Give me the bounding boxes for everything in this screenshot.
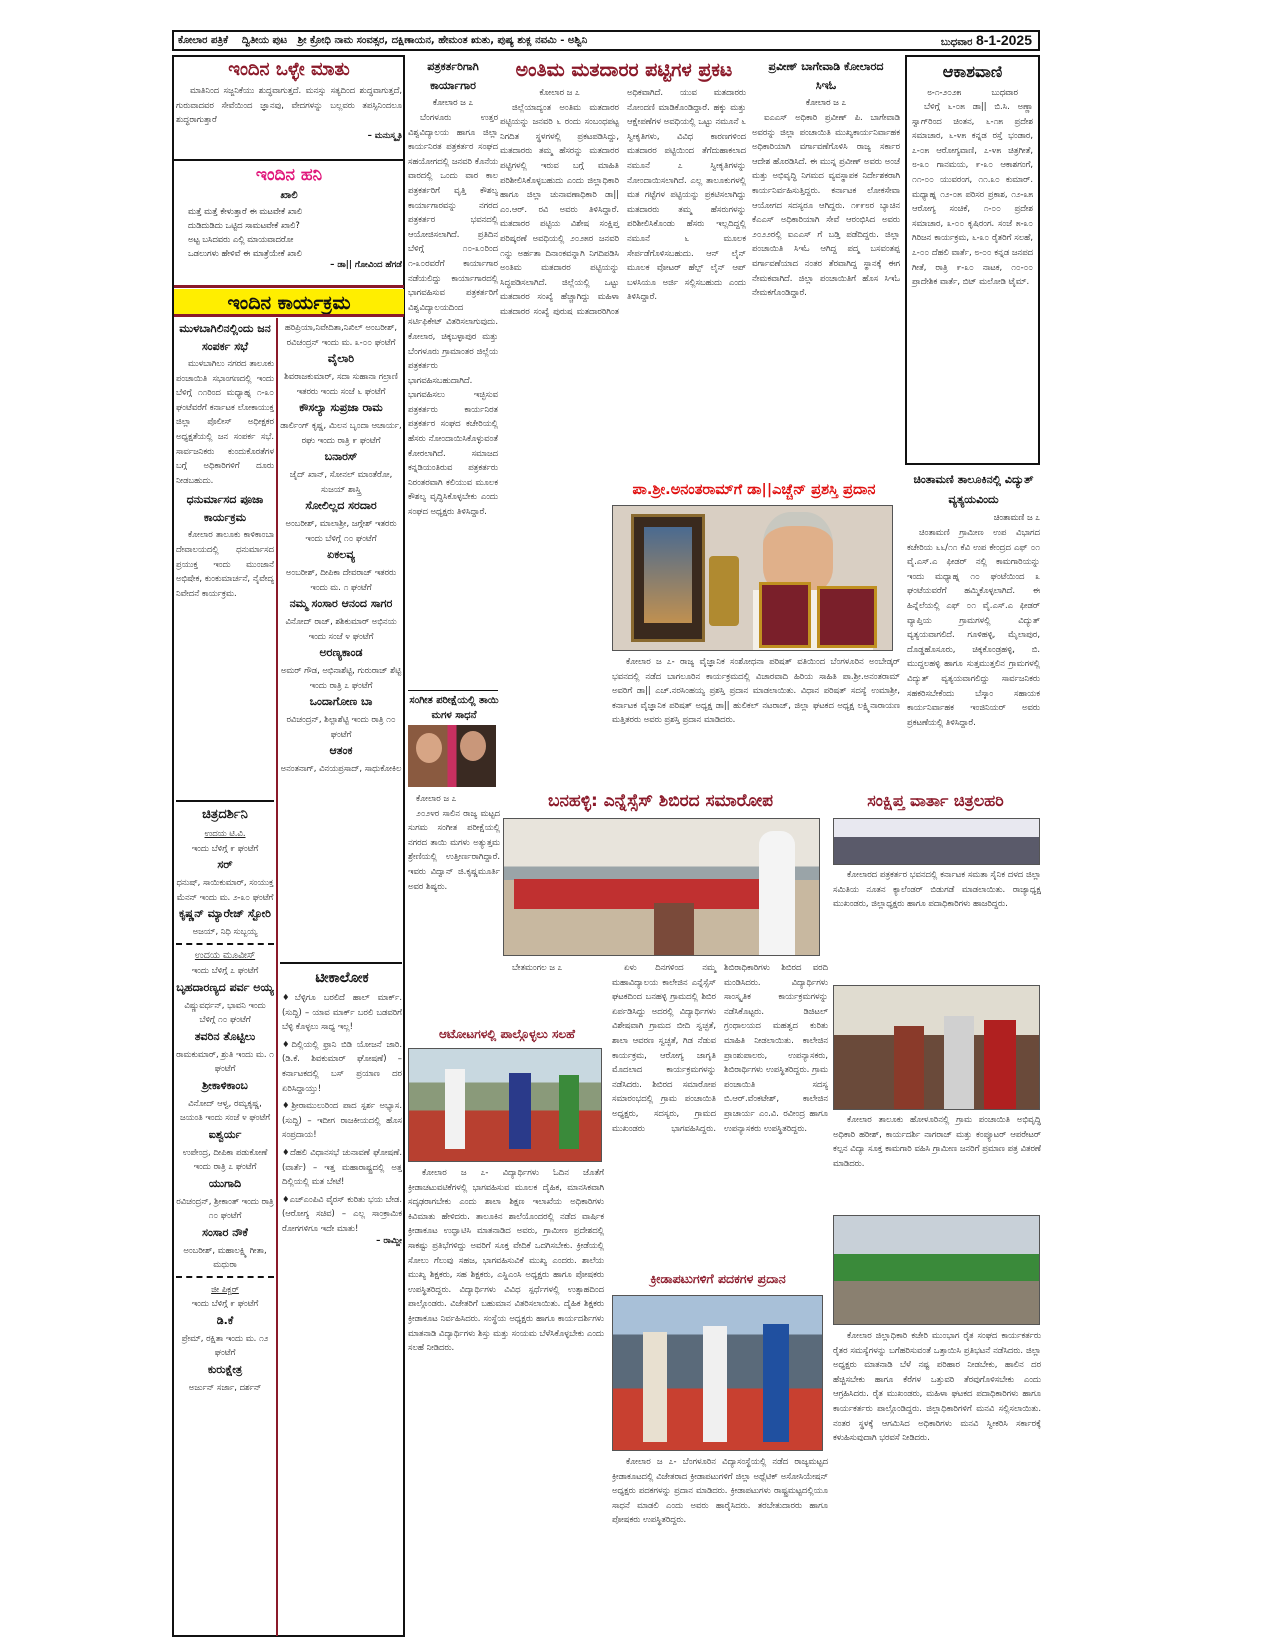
channel-udaya-tv: ಉದಯ ಟಿ.ವಿ.	[204, 828, 246, 838]
show-cast: ವಿನೋದ್ ಆಳ್ವ, ರಮ್ಯಕೃಷ್ಣ, ಜಯಂತಿ ಇಂದು ಸಂಜೆ ೪ ಘಂಟೆಗೆ	[179, 1097, 271, 1122]
show-cast: ಅಂಬರೀಶ್, ಮಹಾಲಕ್ಷ್ಮಿ ಗೀತಾ, ಮಧುರಾ	[183, 1244, 267, 1269]
page-label: ದ್ವಿತೀಯ ಪುಟ	[241, 35, 288, 46]
panchanga: ಶ್ರೀ ಕ್ರೋಧಿ ನಾಮ ಸಂವತ್ಸರ, ದಕ್ಷಿಣಾಯನ, ಹೇಮಂತ ಋತು, ಪುಷ್ಯ ಶುಕ್ಲ ನವಮಿ - ಅಶ್ವಿನಿ	[297, 35, 588, 46]
program-item-title: ಸೋಲಿಲ್ಲದ ಸರದಾರ	[305, 499, 377, 512]
program-item-text: ಜೈದ್ ಖಾನ್, ಸೋನಲ್ ಮಾಂತೆರೋ, ಸುಜಯ್ ಶಾಸ್ತ್ರಿ	[289, 469, 393, 494]
voters-title: ಅಂತಿಮ ಮತದಾರರ ಪಟ್ಟಿಗಳ ಪ್ರಕಟ	[515, 59, 733, 81]
nss-dateline-block	[500, 960, 606, 1018]
brief-title: ಸಂಕ್ಷಿಪ್ತ ವಾರ್ತಾ ಚಿತ್ರಲಹರಿ	[867, 791, 1004, 810]
tv-title: ಚಿತ್ರದರ್ಶಿನಿ	[202, 807, 248, 822]
chintamani-title: ಚಿಂತಾಮಣಿ ತಾಲೂಕಿನಲ್ಲಿ ವಿದ್ಯುತ್ ವ್ಯತ್ಯಯವಿಂದು	[913, 473, 1034, 506]
music-title: ಸಂಗೀತ ಪರೀಕ್ಷೆಯಲ್ಲಿ ತಾಯಿ ಮಗಳ ಸಾಧನೆ	[409, 695, 499, 721]
sports-photo	[408, 1048, 602, 1162]
program-item-title: ಆತಂಕ	[329, 744, 353, 757]
article-body: ಐಎಎಸ್ ಅಧಿಕಾರಿ ಪ್ರವೀಣ್ ಪಿ. ಬಾಗೇವಾಡಿ ಅವರನ್ನು ಜಿಲ್ಲಾ ಪಂಚಾಯಿತಿ ಮುಖ್ಯಕಾರ್ಯನಿರ್ವಾಹಕ ಅಧಿಕಾರಿಯಾಗಿ ವರ್ಗಾವಣೆಗೊಳಿಸಿ ರಾಜ್ಯ ಸರ್ಕಾರ ಆದೇಶ ಹೊರಡಿಸಿದೆ. ಈ ಮುನ್ನ ಪ್ರವೀಣ್ ಅವರು ಅಂಚೆ ಮತ್ತು ಅಭಿವೃದ್ಧಿ ನಿಗಮದ ವ್ಯವಸ್ಥಾಪಕ ನಿರ್ದೇಶಕರಾಗಿ ಕಾರ್ಯನಿರ್ವಹಿಸುತ್ತಿದ್ದರು. ಕರ್ನಾಟಕ ಲೋಕಸೇವಾ ಆಯೋಗದ ಸದಸ್ಯರೂ ಆಗಿದ್ದರು. ೧೯೯೮ರ ಬ್ಯಾಚಿನ ಕೆಎಎಸ್ ಅಧಿಕಾರಿಯಾಗಿ ಸೇವೆ ಆರಂಭಿಸಿದ ಅವರು ೨೦೨೨ರಲ್ಲಿ ಐಎಎಸ್ ಗೆ ಬಡ್ತಿ ಪಡೆದಿದ್ದರು. ಜಿಲ್ಲಾ ಪಂಚಾಯಿತಿ ಸಿಇಓ ಆಗಿದ್ದ ಪದ್ಮ ಬಸವಂತಪ್ಪ ವರ್ಗಾವಣೆಯಾದ ನಂತರ ತೆರವಾಗಿದ್ದ ಸ್ಥಾನಕ್ಕೆ ಈಗ ನೇಮಕವಾಗಿದೆ. ಜಿಲ್ಲಾ ಪಂಚಾಯಿತಿಗೆ ಹೊಸ ಸಿಇಓ ನೇಮಕಗೊಂಡಿದ್ದಾರೆ.	[752, 112, 900, 298]
tikalok-item: ♦ದೆಹಲಿ ವಿಧಾನಸಭೆ ಚುನಾವಣೆ ಘೋಷಣೆ. (ವಾರ್ತೆ) – ಇತ್ತ ಮಹಾರಾಷ್ಟ್ರದಲ್ಲಿ ಅತ್ತ ದಿಲ್ಲಿಯಲ್ಲಿ ಮತ ಬೇಟೆ!	[282, 1146, 402, 1187]
program-item-text: ಮುಳಬಾಗಿಲು ನಗರದ ತಾಲೂಕು ಪಂಚಾಯಿತಿ ಸಭಾಂಗಣದಲ್ಲಿ ಇಂದು ಬೆಳಿಗ್ಗೆ ೧೧ರಿಂದ ಮಧ್ಯಾಹ್ನ ೧-೩೦ ಘಂಟೆವರೆಗೆ ಕರ್ನಾಟಕ ಲೋಕಾಯುಕ್ತ ಜಿಲ್ಲಾ ಪೊಲೀಸ್ ಅಧೀಕ್ಷಕರ ಅಧ್ಯಕ್ಷತೆಯಲ್ಲಿ ಜನ ಸಂಪರ್ಕ ಸಭೆ. ಸಾರ್ವಜನಿಕರು ಕುಂದುಕೊರತೆಗಳ ಬಗ್ಗೆ ಅಧಿಕಾರಿಗಳಿಗೆ ದೂರು ನೀಡಬಹುದು.	[176, 358, 274, 485]
program-item-text: ಡಾರ್ಲಿಂಗ್ ಕೃಷ್ಣ, ಮಿಲನ ಬೃಂದಾ ಆಚಾರ್ಯ, ರಘು ಇಂದು ರಾತ್ರಿ ೯ ಘಂಟೆಗೆ	[280, 420, 402, 445]
award-body: ಕೋಲಾರ ಜ ೭- ರಾಜ್ಯ ವೈಜ್ಞಾನಿಕ ಸಂಶೋಧನಾ ಪರಿಷತ್ ವತಿಯಿಂದ ಬೆಂಗಳೂರಿನ ಅಂಬೇಡ್ಕರ್ ಭವನದಲ್ಲಿ ನಡೆದ ಬಾಗಲೂರಿನ ಕಾರ್ಯಕ್ರಮದಲ್ಲಿ ವಿಚಾರವಾದಿ ಹಿರಿಯ ಸಾಹಿತಿ ಪಾ.ಶ್ರೀ.ಅನಂತರಾಮ್ ಅವರಿಗೆ ಡಾ|| ಎಚ್.ನರಸಿಂಹಯ್ಯ ಪ್ರಶಸ್ತಿ ಪ್ರದಾನ ಮಾಡಲಾಯಿತು. ವಿಧಾನ ಪರಿಷತ್ ಸದಸ್ಯೆ ಉಮಾಶ್ರೀ, ಕರ್ನಾಟಕ ವೈಜ್ಞಾನಿಕ ಪರಿಷತ್ ಅಧ್ಯಕ್ಷ ಡಾ|| ಹುಲಿಕಲ್ ನಟರಾಜ್, ಜಿಲ್ಲಾ ಘಟಕದ ಅಧ್ಯಕ್ಷ ಲಕ್ಷ್ಮಿನಾರಾಯಣ ಮತ್ತಿತರರು ಅವರು ಪ್ರಶಸ್ತಿ ಪ್ರದಾನ ಮಾಡಿದರು.	[612, 656, 900, 725]
program-item-text: ಶಿವರಾಜಕುಮಾರ್, ಸದಾ ಸುಹಾನಾ ಗಲ್ರಾಣಿ ಇತರರು ಇಂದು ಸಂಜೆ ೬ ಘಂಟೆಗೆ	[284, 371, 398, 396]
show-title: ಐಶ್ವರ್ಯ	[208, 1127, 242, 1141]
medals-title: ಕ್ರೀಡಾಪಟುಗಳಿಗೆ ಪದಕಗಳ ಪ್ರದಾನ	[650, 1271, 786, 1286]
voters-body	[500, 85, 746, 470]
tikalok-item: ♦ಶ್ರೀರಾಮುಲುರಿಂದ ಪಾದ ಸ್ಪರ್ಶ ಅಭ್ಯಾಸ. (ಸುದ್ದಿ) – ಇದೀಗ ರಾಜಕೀಯದಲ್ಲಿ ಹೊಸ ಸಂಪ್ರದಾಯ!	[282, 1100, 402, 1140]
article-body: ೨೦೨೪ರ ಸಾಲಿನ ರಾಜ್ಯ ಮಟ್ಟದ ಸುಗಮ ಸಂಗೀತ ಪರೀಕ್ಷೆಯಲ್ಲಿ ನಗರದ ತಾಯಿ ಮಗಳು ಅತ್ಯುತ್ತಮ ಶ್ರೇಣಿಯಲ್ಲಿ ಉತ್ತೀರ್ಣರಾಗಿದ್ದಾರೆ. ಇವರು ವಿದ್ವಾನ್ ಜಿ.ಕೃಷ್ಣಮೂರ್ತಿ ಅವರ ಶಿಷ್ಯರು.	[408, 807, 500, 891]
article-body: ಬೆಂಗಳೂರು ಉತ್ತರ ವಿಶ್ವವಿದ್ಯಾಲಯ ಹಾಗೂ ಜಿಲ್ಲಾ ಕಾರ್ಯನಿರತ ಪತ್ರಕರ್ತರ ಸಂಘದ ಸಹಯೋಗದಲ್ಲಿ ಜನವರಿ ಕೊನೆಯ ವಾರದಲ್ಲಿ ಒಂದು ವಾರ ಕಾಲ ಪತ್ರಕರ್ತರಿಗೆ ವೃತ್ತಿ ಕೌಶಲ್ಯ ಕಾರ್ಯಾಗಾರವನ್ನು ನಗರದ ಪತ್ರಕರ್ತರ ಭವನದಲ್ಲಿ ಆಯೋಜಿಸಲಾಗಿದೆ. ಪ್ರತಿದಿನ ಬೆಳಿಗ್ಗೆ ೧೦-೩೦ರಿಂದ ೧-೩೦ರವರೆಗೆ ಕಾರ್ಯಾಗಾರ ನಡೆಯಲಿದ್ದು ಕಾರ್ಯಾಗಾರದಲ್ಲಿ ಭಾಗವಹಿಸುವ ಪತ್ರಕರ್ತರಿಗೆ ವಿಶ್ವವಿದ್ಯಾಲಯದಿಂದ ಸರ್ಟಿಫಿಕೇಟ್ ವಿತರಿಸಲಾಗುವುದು. ಕೋಲಾರ, ಚಿಕ್ಕಬಳ್ಳಾಪುರ ಮತ್ತು ಬೆಂಗಳೂರು ಗ್ರಾಮಾಂತರ ಜಿಲ್ಲೆಯ ಪತ್ರಕರ್ತರು ಭಾಗವಹಿಸಬಹುದಾಗಿದೆ. ಭಾಗವಹಿಸಲು ಇಚ್ಛಿಸುವ ಪತ್ರಕರ್ತರು ಕಾರ್ಯನಿರತ ಪತ್ರಕರ್ತರ ಸಂಘದ ಕಚೇರಿಯಲ್ಲಿ ಹೆಸರು ನೋಂದಾಯಿಸಿಕೊಳ್ಳುವಂತೆ ಕೋರಲಾಗಿದೆ. ಸಮಾಜದ ಕನ್ನಡಿಯಂತಿರುವ ಪತ್ರಕರ್ತರು ನಿರಂತರವಾಗಿ ಕಲಿಯುವ ಮೂಲಕ ಕೌಶಲ್ಯ ವೃದ್ಧಿಸಿಕೊಳ್ಳಬೇಕು ಎಂದು ಸಂಘದ ಅಧ್ಯಕ್ಷರು ತಿಳಿಸಿದ್ದಾರೆ.	[408, 112, 498, 517]
sports-advice-body: ಕೋಲಾರ ಜ ೭- ವಿದ್ಯಾರ್ಥಿಗಳು ಓದಿನ ಜೊತೆಗೆ ಕ್ರೀಡಾಚಟುವಟಿಕೆಗಳಲ್ಲಿ ಭಾಗವಹಿಸುವ ಮೂಲಕ ದೈಹಿಕ, ಮಾನಸಿಕವಾಗಿ ಸದೃಢರಾಗಬೇಕು ಎಂದು ಶಾಲಾ ಶಿಕ್ಷಣ ಇಲಾಖೆಯ ಅಧಿಕಾರಿಗಳು ಕಿವಿಮಾತು ಹೇಳಿದರು. ತಾಲೂಕಿನ ಶಾಲೆಯೊಂದರಲ್ಲಿ ನಡೆದ ವಾರ್ಷಿಕ ಕ್ರೀಡಾಕೂಟ ಉದ್ಘಾಟಿಸಿ ಮಾತನಾಡಿದ ಅವರು, ಗ್ರಾಮೀಣ ಪ್ರದೇಶದಲ್ಲಿ ಸಾಕಷ್ಟು ಪ್ರತಿಭೆಗಳಿದ್ದು ಅವರಿಗೆ ಸೂಕ್ತ ವೇದಿಕೆ ಒದಗಿಸಬೇಕು. ಕ್ರೀಡೆಯಲ್ಲಿ ಸೋಲು ಗೆಲುವು ಸಹಜ, ಭಾಗವಹಿಸುವಿಕೆ ಮುಖ್ಯ ಎಂದರು. ಶಾಲೆಯ ಮುಖ್ಯ ಶಿಕ್ಷಕರು, ಸಹ ಶಿಕ್ಷಕರು, ಎಸ್ಡಿಎಂಸಿ ಅಧ್ಯಕ್ಷರು ಹಾಗೂ ಪೋಷಕರು ಉಪಸ್ಥಿತರಿದ್ದರು. ವಿದ್ಯಾರ್ಥಿಗಳು ವಿವಿಧ ಸ್ಪರ್ಧೆಗಳಲ್ಲಿ ಉತ್ಸಾಹದಿಂದ ಪಾಲ್ಗೊಂಡರು. ವಿಜೇತರಿಗೆ ಬಹುಮಾನ ವಿತರಿಸಲಾಯಿತು. ದೈಹಿಕ ಶಿಕ್ಷಕರು ಕ್ರೀಡಾಕೂಟ ನಿರ್ವಹಿಸಿದರು. ಸಂಸ್ಥೆಯ ಅಧ್ಯಕ್ಷರು ಹಾಗೂ ಕಾರ್ಯದರ್ಶಿಗಳು ಮಾತನಾಡಿ ವಿದ್ಯಾರ್ಥಿಗಳು ಶಿಸ್ತು ಮತ್ತು ಸಂಯಮ ಬೆಳೆಸಿಕೊಳ್ಳಬೇಕು ಎಂದು ಸಲಹೆ ನೀಡಿದರು.	[408, 1167, 604, 1353]
music-article	[408, 693, 500, 1018]
program-right	[280, 320, 402, 960]
program-item-title: ವೈಲಾರಿ	[327, 352, 355, 365]
article-body: ಜಿಲ್ಲೆಯಾದ್ಯಂತ ಅಂತಿಮ ಮತದಾರರ ಪಟ್ಟಿಯನ್ನು ಜನವರಿ ೬ ರಂದು ಸಂಬಂಧಪಟ್ಟ ನಿಗದಿತ ಸ್ಥಳಗಳಲ್ಲಿ ಪ್ರಕಟಪಡಿಸಿದ್ದು, ಮತದಾರರು ತಮ್ಮ ಹೆಸರನ್ನು ಮತದಾರರ ಪಟ್ಟಿಗಳಲ್ಲಿ ಇರುವ ಬಗ್ಗೆ ಮಾಹಿತಿ ಪರಿಶೀಲಿಸಿಕೊಳ್ಳಬಹುದು ಎಂದು ಜಿಲ್ಲಾಧಿಕಾರಿ ಹಾಗೂ ಜಿಲ್ಲಾ ಚುನಾವಣಾಧಿಕಾರಿ ಡಾ|| ಎಂ.ಆರ್. ರವಿ ಅವರು ತಿಳಿಸಿದ್ದಾರೆ. ಮತದಾರರ ಪಟ್ಟಿಯ ವಿಶೇಷ ಸಂಕ್ಷಿಪ್ತ ಪರಿಷ್ಕರಣೆ ಅವಧಿಯಲ್ಲಿ ೨೦೨೫ರ ಜನವರಿ ೧ನ್ನು ಅರ್ಹತಾ ದಿನಾಂಕವನ್ನಾಗಿ ನಿಗದಿಪಡಿಸಿ ಅಂತಿಮ ಮತದಾರರ ಪಟ್ಟಿಯನ್ನು ಸಿದ್ಧಪಡಿಸಲಾಗಿದೆ. ಜಿಲ್ಲೆಯಲ್ಲಿ ಒಟ್ಟು ಮತದಾರರ ಸಂಖ್ಯೆ ಹೆಚ್ಚಾಗಿದ್ದು ಮಹಿಳಾ ಮತದಾರರ ಸಂಖ್ಯೆ ಪುರುಷ ಮತದಾರರಿಗಿಂತ ಅಧಿಕವಾಗಿದೆ. ಯುವ ಮತದಾರರು ನೋಂದಣಿ ಮಾಡಿಕೊಂಡಿದ್ದಾರೆ. ಹಕ್ಕು ಮತ್ತು ಆಕ್ಷೇಪಣೆಗಳ ಅವಧಿಯಲ್ಲಿ ಒಟ್ಟು ನಮೂನೆ ೬ ಸ್ವೀಕೃತಿಗಳು, ವಿವಿಧ ಕಾರಣಗಳಿಂದ ಮತದಾರರ ಪಟ್ಟಿಯಿಂದ ತೆಗೆದುಹಾಕಲಾದ ನಮೂನೆ ೭ ಸ್ವೀಕೃತಿಗಳನ್ನು ನೋಂದಾಯಿಸಲಾಗಿದೆ. ಎಲ್ಲ ತಾಲೂಕುಗಳಲ್ಲಿ ಮತ ಗಟ್ಟೆಗಳ ಪಟ್ಟಿಯನ್ನು ಪ್ರಕಟಿಸಲಾಗಿದ್ದು ಮತದಾರರು ತಮ್ಮ ಹೆಸರುಗಳನ್ನು ಪರಿಶೀಲಿಸಿಕೊಂಡು ಹೆಸರು ಇಲ್ಲದಿದ್ದಲ್ಲಿ ನಮೂನೆ ೬ ಮೂಲಕ ಸೇರ್ಪಡೆಗೊಳಿಸಬಹುದು. ಆನ್ ಲೈನ್ ಮೂಲಕ ವೋಟರ್ ಹೆಲ್ಪ್ ಲೈನ್ ಆಪ್ ಬಳಸಿಯೂ ಅರ್ಜಿ ಸಲ್ಲಿಸಬಹುದು ಎಂದು ತಿಳಿಸಿದ್ದಾರೆ.	[500, 87, 746, 316]
show-title: ತವರಿನ ತೊಟ್ಟಿಲು	[194, 1029, 256, 1043]
sports-advice-title: ಆಟೋಟಗಳಲ್ಲಿ ಪಾಲ್ಗೊಳ್ಳಲು ಸಲಹೆ	[439, 1027, 575, 1041]
quote-text: ಮಾತಿನಿಂದ ಸಜ್ಜನಿಕೆಯು ಶುದ್ಧವಾಗುತ್ತದೆ. ಮನಸ್ಸು ಸತ್ಯದಿಂದ ಶುದ್ಧವಾಗುತ್ತದೆ, ಗುರುವಾದವರ ಸೇವೆಯಿಂದ ಜ್ಞಾನವು, ವೇದಗಳನ್ನು ಬಲ್ಲವರು ತಪಸ್ಸಿನಿಂದಲೂ ಶುದ್ಧರಾಗುತ್ತಾರೆ	[176, 85, 402, 125]
program-item-title: ಏಕಲವ್ಯ	[327, 548, 355, 561]
brief-photo-2	[833, 985, 1040, 1110]
journalists-title: ಪತ್ರಕರ್ತರಿಗಾಗಿ ಕಾರ್ಯಾಗಾರ	[427, 60, 479, 92]
poem-line: ದುಡಿದುಡಿದು ಒಟ್ಟಿದ ಸಾಮಟವೇಕೆ ಖಾಲಿ?	[188, 220, 300, 230]
poem-box	[176, 162, 402, 284]
akashavani-day: ಬುಧವಾರ	[991, 87, 1018, 97]
akashavani-title: ಆಕಾಶವಾಣಿ	[942, 62, 1003, 81]
brief-photo-1	[833, 818, 1040, 865]
chintamani-article	[907, 470, 1040, 784]
channel-zee-picture: ಜೀ ಪಿಕ್ಚರ್	[211, 1283, 239, 1294]
praveen-article	[752, 57, 900, 472]
mother-daughter-photo	[408, 725, 496, 787]
program-item-text: ಅಂಬರೀಶ್, ಮಾಲಾಶ್ರೀ, ಜಗ್ಗೇಶ್ ಇತರರು ಇಂದು ಬೆಳಿಗ್ಗೆ ೧೦ ಘಂಟೆಗೆ	[285, 518, 397, 543]
show-cast: ಉಪೇಂದ್ರ, ದೀಪಿಕಾ ಪಡುಕೋಣೆ ಇಂದು ರಾತ್ರಿ ೭ ಘಂಟೆಗೆ	[182, 1146, 268, 1171]
program-item-title: ಒಂದಾಗೋಣ ಬಾ	[309, 695, 373, 708]
show-cast: ಪ್ರೇಮ್, ರಕ್ಷಿತಾ ಇಂದು ಮ. ೧೨ ಘಂಟೆಗೆ	[181, 1332, 269, 1357]
program-item-text: ವಿನೋದ್ ರಾಜ್, ಶಶಿಕುಮಾರ್ ಅಭಿನಯ ಇಂದು ಸಂಜೆ ೪ ಘಂಟೆಗೆ	[285, 616, 397, 641]
show-title: ಬೃಹದಾರಣ್ಯದ ಪರ್ವ ಅಯ್ಯ	[176, 980, 274, 994]
quote-author: – ಮನುಸ್ಮೃತಿ	[367, 130, 402, 141]
show-title: ಸರ್	[217, 858, 233, 871]
akashavani-box	[905, 55, 1040, 465]
show-cast: ಧನುಷ್, ಸಾಯಿಕುಮಾರ್, ಸಂಯುಕ್ತ ಮೆನನ್ ಇಂದು ಮ. ೨-೩೦ ಘಂಟೆಗೆ	[176, 877, 274, 902]
award-title: ಪಾ.ಶ್ರೀ.ಅನಂತರಾಮ್‌ಗೆ ಡಾ||ಎಚ್ಚೆನ್ ಪ್ರಶಸ್ತಿ ಪ್ರದಾನ	[632, 482, 876, 498]
show-cast: ರವಿಚಂದ್ರನ್, ಶ್ರೀಕಾಂತ್ ಇಂದು ರಾತ್ರಿ ೧೦ ಘಂಟೆಗೆ	[176, 1195, 274, 1220]
program-item-text: ಕೋಲಾರ ತಾಲೂಕು ಕಾಳಿಕಾಂಬಾ ದೇವಾಲಯದಲ್ಲಿ ಧನುರ್ಮಾಸದ ಪ್ರಯುಕ್ತ ಇಂದು ಮುಂಜಾನೆ ಅಭಿಷೇಕ, ಕುಂಕುಮಾರ್ಚನೆ, ನೈವೇದ್ಯ ನಿವೇದನೆ ಕಾರ್ಯಕ್ರಮ.	[176, 529, 274, 598]
program-item-title: ಬನಾರಸ್	[324, 450, 358, 463]
nss-photo	[503, 818, 820, 956]
award-photo	[612, 505, 893, 651]
show-title: ಡಿ.ಕೆ	[216, 1313, 234, 1327]
program-item-text: ರವಿಚಂದ್ರನ್, ಶಿಲ್ಪಾಶೆಟ್ಟಿ ಇಂದು ರಾತ್ರಿ ೧೦ ಘಂಟೆಗೆ	[286, 714, 396, 739]
show-title: ಶ್ರೀಕಾಳಿಕಾಂಬ	[202, 1078, 248, 1092]
article-body: ಚಿಂತಾಮಣಿ ಗ್ರಾಮೀಣ ಉಪ ವಿಭಾಗದ ಕಚೇರಿಯ ೬೬/೧೧ ಕೆವಿ ಉಪ ಕೇಂದ್ರದ ಎಫ್ ೦೧ ವೈ.ಎಸ್.ಎ ಫೀಡರ್ ನಲ್ಲಿ ಕಾಮಗಾರಿಯನ್ನು ಇಂದು ಮಧ್ಯಾಹ್ನ ೧೦ ಘಂಟೆಯಿಂದ ೩ ಘಂಟೆಯವರೆಗೆ ಹಮ್ಮಿಕೊಳ್ಳಲಾಗಿದೆ. ಈ ಹಿನ್ನೆಲೆಯಲ್ಲಿ ಎಫ್ ೦೧ ವೈ.ಎಸ್.ಎ ಫೀಡರ್ ವ್ಯಾಪ್ತಿಯ ಗ್ರಾಮಗಳಲ್ಲಿ ವಿದ್ಯುತ್ ವ್ಯತ್ಯಯವಾಗಲಿದೆ. ಗೂಳಿಹಳ್ಳಿ, ಮೈಲಾಪುರ, ದೊಡ್ಡಹೊಸೂರು, ಚಿಕ್ಕಕೊಂಡ್ರಹಳ್ಳಿ, ಬಿ. ಮುದ್ದಲಹಳ್ಳಿ ಹಾಗೂ ಸುತ್ತಮುತ್ತಲಿನ ಗ್ರಾಮಗಳಲ್ಲಿ ವಿದ್ಯುತ್ ವ್ಯತ್ಯಯವಾಗಲಿದ್ದು ಸಾರ್ವಜನಿಕರು ಸಹಕರಿಸಬೇಕೆಂದು ಬೆಸ್ಕಾಂ ಸಹಾಯಕ ಕಾರ್ಯನಿರ್ವಾಹಕ ಇಂಜಿನಿಯರ್ ಅವರು ಪ್ರಕಟಣೆಯಲ್ಲಿ ತಿಳಿಸಿದ್ದಾರೆ.	[907, 527, 1040, 727]
brief-photo-3	[833, 1215, 1040, 1325]
brief-text-2: ಕೋಲಾರ ತಾಲೂಕು ಹೋಳೂರಿನಲ್ಲಿ ಗ್ರಾಮ ಪಂಚಾಯಿತಿ ಅಭಿವೃದ್ಧಿ ಅಧಿಕಾರಿ ಹರೀಶ್, ಕಾರ್ಯದರ್ಶಿ ನಾಗರಾಜ್ ಮತ್ತು ಕಂಪ್ಯೂಟರ್ ಆಪರೇಟರ್ ಕಲ್ಪನ ವಿದ್ಯಾ ಸೂಕ್ತ ಕಾಮಗಾರಿ ವಹಿಸಿ ಗ್ರಾಮೀಣ ಜನರಿಗೆ ಪ್ರಮಾಣ ಪತ್ರ ವಿತರಣೆ ಮಾಡಿದರು.	[833, 1114, 1041, 1168]
masthead	[172, 30, 1040, 51]
dateline: ಚಿಂತಾಮಣಿ ಜ ೭	[993, 512, 1040, 522]
poem-heading: ಖಾಲಿ	[280, 190, 298, 201]
medals-body: ಕೋಲಾರ ಜ ೭- ಬೆಂಗಳೂರಿನ ವಿದ್ಯಾಸಂಸ್ಥೆಯಲ್ಲಿ ನಡೆದ ರಾಜ್ಯಮಟ್ಟದ ಕ್ರೀಡಾಕೂಟದಲ್ಲಿ ವಿಜೇತರಾದ ಕ್ರೀಡಾಪಟುಗಳಿಗೆ ಜಿಲ್ಲಾ ಅಥ್ಲೆಟಿಕ್ ಅಸೋಸಿಯೇಷನ್ ಅಧ್ಯಕ್ಷರು ಪದಕಗಳನ್ನು ಪ್ರದಾನ ಮಾಡಿದರು. ಕ್ರೀಡಾಪಟುಗಳು ರಾಷ್ಟ್ರಮಟ್ಟದಲ್ಲಿಯೂ ಸಾಧನೆ ಮಾಡಲಿ ಎಂದು ಅವರು ಹಾರೈಸಿದರು. ತರಬೇತುದಾರರು ಹಾಗೂ ಪೋಷಕರು ಉಪಸ್ಥಿತರಿದ್ದರು.	[612, 1456, 828, 1525]
poem-line: ಅಟ್ಟ ಬಸಿದವರು ಎಲ್ಲಿ ಮಾಯವಾದರೋ	[188, 234, 294, 244]
channel-time: ಇಂದು ಬೆಳಿಗ್ಗೆ ೯ ಘಂಟೆಗೆ	[191, 1298, 259, 1308]
program-item-title: ಧನುರ್ಮಾಸದ ಪೂಜಾ ಕಾರ್ಯಕ್ರಮ	[186, 493, 264, 525]
dateline: ಕೋಲಾರ ಜ ೭	[805, 97, 847, 107]
brief-text-1: ಕೋಲಾರದ ಪತ್ರಕರ್ತರ ಭವನದಲ್ಲಿ ಕರ್ನಾಟಕ ಸಮತಾ ಸೈನಿಕ ದಳದ ಜಿಲ್ಲಾ ಸಮಿತಿಯ ನೂತನ ಕ್ಯಾಲೆಂಡರ್ ಬಿಡುಗಡೆ ಮಾಡಲಾಯಿತು. ರಾಜ್ಯಾಧ್ಯಕ್ಷ ಮುಖಂಡರು, ಜಿಲ್ಲಾಧ್ಯಕ್ಷರು ಹಾಗೂ ಪದಾಧಿಕಾರಿಗಳು ಹಾಜರಿದ್ದರು.	[833, 869, 1041, 909]
channel-udaya-movies: ಉದಯ ಮೂವೀಸ್	[194, 949, 256, 961]
show-title: ಕುರುಕ್ಷೇತ್ರ	[207, 1362, 243, 1376]
nss-body	[612, 960, 828, 1262]
program-item-title: ನಮ್ಮ ಸಂಸಾರ ಆನಂದ ಸಾಗರ	[289, 597, 393, 610]
dateline: ಕೋಲಾರ ಜ ೭	[432, 97, 474, 107]
show-title: ಕೃಷ್ಣನ್ ಮ್ಯಾರೇಜ್ ಸ್ಟೋರಿ	[179, 907, 271, 920]
dateline: ಬೇತಮಂಗಲ ಜ ೭	[512, 962, 563, 972]
program-item-title: ಮುಳಬಾಗಿಲಿನಲ್ಲಿಂದು ಜನ ಸಂಪರ್ಕ ಸಭೆ	[179, 322, 271, 353]
channel-time: ಇಂದು ಬೆಳಿಗ್ಗೆ ೭ ಘಂಟೆಗೆ	[191, 965, 259, 975]
quote-title: ಇಂದಿನ ಒಳ್ಳೇ ಮಾತು	[228, 59, 350, 80]
show-title: ಯುಗಾದಿ	[208, 1176, 242, 1190]
program-item-text: ಅಮರ್ ಗೌಡ, ಅಭಿನಾಶೆಟ್ಟಿ, ಗುರುರಾಜ್ ಶೆಟ್ಟಿ ಇಂದು ರಾತ್ರಿ ೭ ಘಂಟೆಗೆ	[280, 665, 402, 690]
paper-name: ಕೋಲಾರ ಪತ್ರಿಕೆ	[178, 35, 228, 46]
show-title: ಸಂಸಾರ ನೌಕೆ	[202, 1225, 248, 1239]
channel-time: ಇಂದು ಬೆಳಿಗ್ಗೆ ೯ ಘಂಟೆಗೆ	[191, 842, 259, 853]
poem-line: ಮತ್ತೆ ಮತ್ತೆ ಕೇಳುತ್ತಾರೆ ಈ ಮಟವೇಕೆ ಖಾಲಿ	[188, 206, 303, 216]
program-title: ಇಂದಿನ ಕಾರ್ಯಕ್ರಮ	[174, 289, 404, 317]
tikalok-item: ♦ದಿಲ್ಲಿಯಲ್ಲಿ ಫ್ರಾನಿ ಬಿಡಿ ಯೋಜನೆ ಜಾರಿ. (ಡಿ.ಕೆ. ಶಿವಕುಮಾರ್ ಘೋಷಣೆ) – ಕರ್ನಾಟಕದಲ್ಲಿ ಬಸ್ ಪ್ರಯಾಣ ದರ ಏರಿಸಿದ್ದಾಯ್ತು!	[282, 1038, 402, 1093]
quote-box	[176, 57, 402, 159]
program-item-text: ಅಂಬರೀಶ್, ದೀಪಿಕಾ ದೇವರಾಜ್ ಇತರರು ಇಂದು ಮ. ೧ ಘಂಟೆಗೆ	[285, 567, 397, 592]
program-item-text: ಹರಿಪ್ರಿಯಾ,ನಿವೇದಿತಾ,ನಿಖಿಲ್ ಅಂಬರೀಶ್, ರವಿಚಂದ್ರನ್ ಇಂದು ಮ. ೩-೦೦ ಘಂಟೆಗೆ	[284, 322, 398, 347]
show-cast: ರಾಮಕುಮಾರ್, ಶ್ರುತಿ ಇಂದು ಮ. ೧ ಘಂಟೆಗೆ	[176, 1048, 274, 1073]
tikalok-item: ♦ಬೆಳ್ಳಿಗೂ ಬರಲಿದೆ ಹಾಲ್ ಮಾರ್ಕ್. (ಸುದ್ದಿ) – ಯಾವ ಮಾರ್ಕ್ ಬರಲಿ ಬಡವರಿಗೆ ಬೆಳ್ಳಿ ಕೊಳ್ಳಲು ಸಾಧ್ಯ ಇಲ್ಲ!	[282, 992, 402, 1032]
program-left	[176, 320, 274, 800]
poem-line: ಒಡಲುಗಳು ಹೇಳಿವೆ ಈ ಮಾತ್ರೆಯೇಕೆ ಖಾಲಿ	[188, 248, 302, 258]
show-cast: ವಿಷ್ಣುವರ್ಧನ್, ಭಾವನಿ ಇಂದು ಬೆಳಿಗ್ಗೆ ೧೦ ಘಂಟೆಗೆ	[184, 999, 266, 1024]
tv-listings	[176, 804, 274, 1634]
program-item-title: ಅರಣ್ಯಕಾಂಡ	[319, 646, 363, 659]
tikalok-signature: – ರಾಮ್ಜೀ	[376, 1235, 402, 1246]
show-cast: ಅರ್ಜುನ್ ಸರ್ಜಾ, ದರ್ಶನ್	[188, 1381, 262, 1392]
tikalok-title: ಟೀಕಾಲೋಕ	[315, 970, 369, 986]
nss-title: ಬನಹಳ್ಳಿ: ಎನ್ನೆಸ್ಸೆಸ್ ಶಿಬಿರದ ಸಮಾರೋಪ	[547, 791, 774, 811]
program-item-title: ಕೌಸಲ್ಯಾ ಸುಪ್ರಜಾ ರಾಮ	[299, 401, 383, 414]
date: 8-1-2025	[975, 32, 1032, 48]
program-item-text: ಅನಂತನಾಗ್, ವಿನಯಪ್ರಸಾದ್, ಸಾಧುಕೋಕಿಲ	[280, 763, 402, 773]
akashavani-schedule: ಬೆಳಿಗ್ಗೆ ೬-೦೫ ಡಾ|| ಬಿ.ಸಿ. ಅಣ್ಣಾ ಸ್ವಾಗ್‌ರಿಂದ ಚಿಂತನ, ೬-೧೫ ಪ್ರದೇಶ ಸಮಾಚಾರ, ೬-೪೫ ಕನ್ನಡ ರಸ್ತೆ ಭಂಡಾರ, ೭-೦೫ ಆರೋಗ್ಯವಾಣಿ, ೭-೪೫ ಚಿತ್ರಗೀತೆ, ೮-೩೦ ಗಾನಮಯ, ೯-೩೦ ಆಕಾಶಗಂಗೆ, ೧೧-೦೦ ಯುವರಂಗ, ೧೧.೩೦ ಕುಮಾರ್. ಮಧ್ಯಾಹ್ನ ೧೨-೦೫ ಪರಿಸರ ಪ್ರಕಾಶ, ೧೨-೩೫ ಆರೋಗ್ಯ ಸಂಚಿಕೆ, ೧-೦೦ ಪ್ರದೇಶ ಸಮಾಚಾರ, ೩-೦೦ ಕೃಷಿರಂಗ. ಸಂಜೆ ೫-೩೦ ಗಿರಿಜನ ಕಾರ್ಯಕ್ರಮ, ೬-೩೦ ರೈತರಿಗೆ ಸಲಹೆ, ೭-೦೦ ದೆಹಲಿ ವಾರ್ತೆ, ೮-೦೦ ಕನ್ನಡ ಜನಪದ ಗೀತೆ, ರಾತ್ರಿ ೯-೩೦ ನಾಟಕ, ೧೦-೦೦ ಪ್ರಾದೇಶಿಕ ವಾರ್ತೆ, ಬಿಟ್ ಮಲೋಡಿ ಟೈಮ್.	[912, 101, 1033, 287]
medals-photo	[612, 1295, 823, 1451]
poem-author: – ಡಾ|| ಗೋವಿಂದ ಹೆಗಡೆ	[330, 260, 402, 270]
dateline: ಕೋಲಾರ ಜ ೭	[539, 87, 580, 97]
poem-title: ಇಂದಿನ ಹನಿ	[255, 165, 323, 185]
show-cast: ಅಜಯ್, ನಿಧಿ ಸುಬ್ಬಯ್ಯ	[192, 926, 258, 936]
akashavani-date: ೮-೧-೨೦೨೫	[927, 87, 962, 97]
article-body: ಏಳು ದಿನಗಳಿಂದ ನಮ್ಮ ಮಹಾವಿದ್ಯಾಲಯ ಕಾಲೇಜಿನ ಎನ್ನೆಸ್ಸೆಸ್ ಘಟಕದಿಂದ ಬನಹಳ್ಳಿ ಗ್ರಾಮದಲ್ಲಿ ಶಿಬಿರ ಏರ್ಪಡಿಸಿದ್ದು ಅದರಲ್ಲಿ ವಿದ್ಯಾರ್ಥಿಗಳು ವಿಶೇಷವಾಗಿ ಗ್ರಾಮದ ಬೀದಿ ಸ್ವಚ್ಛತೆ, ಶಾಲಾ ಆವರಣ ಸ್ವಚ್ಛತೆ, ಗಿಡ ನೆಡುವ ಕಾರ್ಯಕ್ರಮ, ಆರೋಗ್ಯ ಜಾಗೃತಿ ಮೊದಲಾದ ಕಾರ್ಯಕ್ರಮಗಳನ್ನು ನಡೆಸಿದರು. ಶಿಬಿರದ ಸಮಾರೋಪ ಸಮಾರಂಭದಲ್ಲಿ ಗ್ರಾಮ ಪಂಚಾಯಿತಿ ಅಧ್ಯಕ್ಷರು, ಸದಸ್ಯರು, ಗ್ರಾಮದ ಮುಖಂಡರು ಭಾಗವಹಿಸಿದ್ದರು. ಶಿಬಿರಾಧಿಕಾರಿಗಳು ಶಿಬಿರದ ವರದಿ ಮಂಡಿಸಿದರು. ವಿದ್ಯಾರ್ಥಿಗಳು ಸಾಂಸ್ಕೃತಿಕ ಕಾರ್ಯಕ್ರಮಗಳನ್ನು ನಡೆಸಿಕೊಟ್ಟರು. ಡಿಜಿಟಲ್ ಗ್ರಂಥಾಲಯದ ಮಹತ್ವದ ಕುರಿತು ಮಾಹಿತಿ ನೀಡಲಾಯಿತು. ಕಾಲೇಜಿನ ಪ್ರಾಂಶುಪಾಲರು, ಉಪನ್ಯಾಸಕರು, ಶಿಬಿರಾರ್ಥಿಗಳು ಉಪಸ್ಥಿತರಿದ್ದರು. ಗ್ರಾಮ ಪಂಚಾಯಿತಿ ಸದಸ್ಯ ಬಿ.ಆರ್.ವೆಂಕಟೇಶ್, ಕಾಲೇಜಿನ ಪ್ರಾಚಾರ್ಯ ಎಂ.ವಿ. ರವೀಂದ್ರ ಹಾಗೂ ಉಪನ್ಯಾಸಕರು ಉಪಸ್ಥಿತರಿದ್ದರು.	[612, 962, 828, 1133]
journalists-article	[408, 57, 498, 688]
brief-text-3: ಕೋಲಾರ ಜಿಲ್ಲಾಧಿಕಾರಿ ಕಚೇರಿ ಮುಂಭಾಗ ರೈತ ಸಂಘದ ಕಾರ್ಯಕರ್ತರು ರೈತರ ಸಮಸ್ಯೆಗಳನ್ನು ಬಗೆಹರಿಸುವಂತೆ ಒತ್ತಾಯಿಸಿ ಪ್ರತಿಭಟನೆ ನಡೆಸಿದರು. ಜಿಲ್ಲಾ ಅಧ್ಯಕ್ಷರು ಮಾತನಾಡಿ ಬೆಳೆ ನಷ್ಟ ಪರಿಹಾರ ನೀಡಬೇಕು, ಹಾಲಿನ ದರ ಹೆಚ್ಚಿಸಬೇಕು ಹಾಗೂ ಕೆರೆಗಳ ಒತ್ತುವರಿ ತೆರವುಗೊಳಿಸಬೇಕು ಎಂದು ಆಗ್ರಹಿಸಿದರು. ರೈತ ಮುಖಂಡರು, ಮಹಿಳಾ ಘಟಕದ ಪದಾಧಿಕಾರಿಗಳು ಹಾಗೂ ಕಾರ್ಯಕರ್ತರು ಪಾಲ್ಗೊಂಡಿದ್ದರು. ಜಿಲ್ಲಾಧಿಕಾರಿಗಳಿಗೆ ಮನವಿ ಸಲ್ಲಿಸಲಾಯಿತು. ನಂತರ ಸ್ಥಳಕ್ಕೆ ಆಗಮಿಸಿದ ಅಧಿಕಾರಿಗಳು ಮನವಿ ಸ್ವೀಕರಿಸಿ ಸರ್ಕಾರಕ್ಕೆ ಕಳುಹಿಸುವುದಾಗಿ ಭರವಸೆ ನೀಡಿದರು.	[833, 1330, 1041, 1443]
dateline: ಕೋಲಾರ ಜ ೭	[416, 793, 457, 803]
praveen-title: ಪ್ರವೀಣ್ ಬಾಗೇವಾಡಿ ಕೋಲಾರದ ಸಿಇಓ	[768, 60, 884, 92]
day: ಬುಧವಾರ	[940, 37, 973, 48]
tikalok-item: ♦ಎಚ್ಎಂಪಿವಿ ವೈರಸ್ ಕುರಿತು ಭಯ ಬೇಡ. (ಆರೋಗ್ಯ ಸಚಿವ) – ಎಲ್ಲ ಸಾಂಕ್ರಾಮಿಕ ರೋಗಗಳಿಗೂ ಇದೇ ಮಾತು!	[282, 1193, 402, 1233]
tikalok	[282, 966, 402, 1634]
